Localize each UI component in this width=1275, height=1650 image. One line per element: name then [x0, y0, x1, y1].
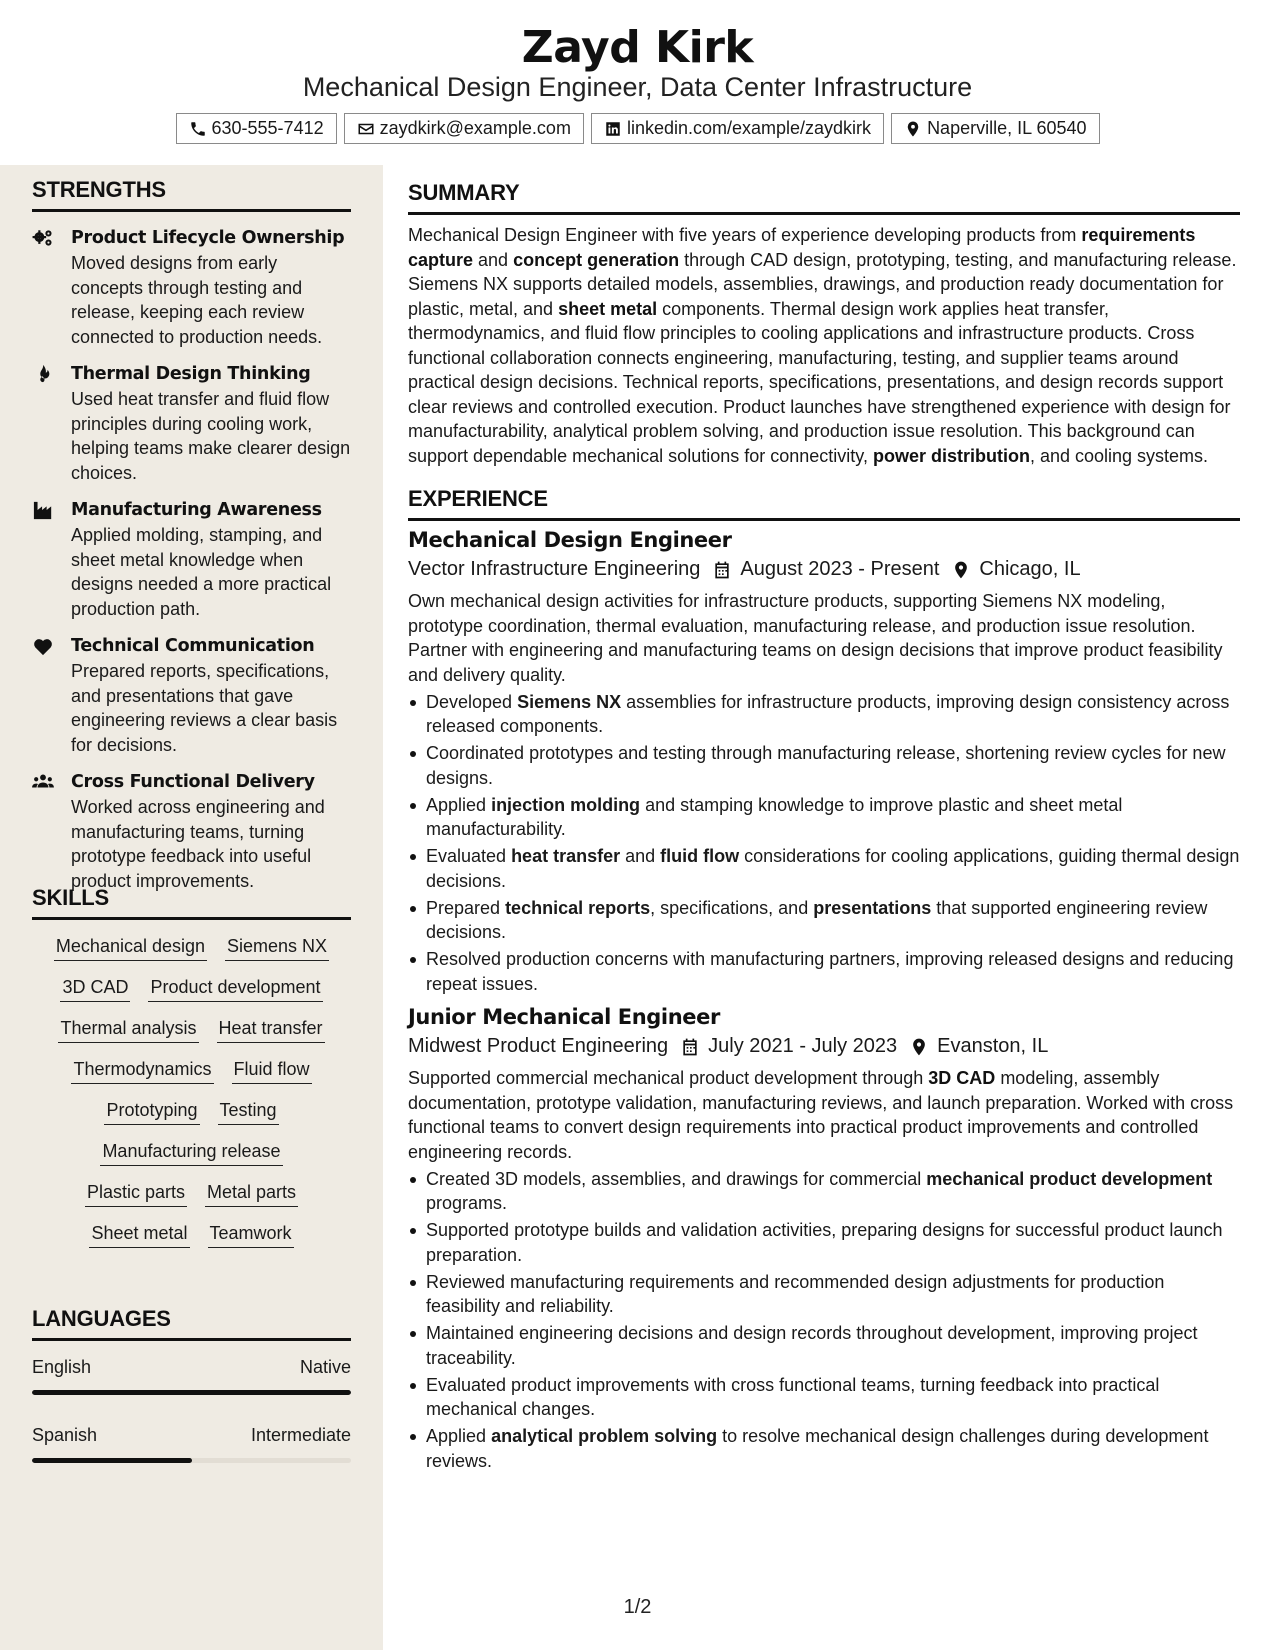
contact-email-text: zaydkirk@example.com — [379, 118, 571, 138]
calendar-icon — [680, 1037, 700, 1057]
job-company: Midwest Product Engineering — [408, 1035, 669, 1057]
job-dates: July 2021 - July 2023 — [708, 1035, 898, 1057]
summary-text: Mechanical Design Engineer with five years of experience developing products from requirements capture and concept generation through CAD design, prototyping, testing, and manufacturing release. Siemens NX supports detailed models, assemblies, drawings, and production ready documentation for plastic, metal, and sheet metal components. Thermal design work applies heat transfer, thermodynamics, and fluid flow principles to cooling applications and infrastructure products. Cross functional collaboration connects engineering, manufacturing, testing, and supplier teams around practical design decisions. Technical reports, specifications, presentations, and design records support clear reviews and controlled execution. Product launches have strengthened experience with design for manufacturability, analytical problem solving, and production issue resolution. This background can support dependable mechanical solutions for connectivity, power distribution, and cooling systems. — [408, 225, 1237, 466]
job-bullet: Evaluated product improvements with cross functional teams, turning feedback into practical mechanical changes. — [408, 1373, 1240, 1422]
job-bullet: Coordinated prototypes and testing through manufacturing release, shortening review cycles for new designs. — [408, 741, 1240, 790]
skills-heading: SKILLS — [32, 885, 351, 920]
strength-desc: Used heat transfer and fluid flow principles during cooling work, helping teams make clearer design choices. — [71, 389, 351, 483]
language-name: English — [32, 1357, 92, 1377]
job-description: Supported commercial mechanical product development through 3D CAD modeling, assembly documentation, prototype validation, manufacturing reviews, and launch preparation. Worked with cross functional teams to convert design requirements into practical product improvements and controlled engineering records. — [408, 1068, 1234, 1162]
job-bullet: Supported prototype builds and validation activities, preparing designs for successful product launch preparation. — [408, 1218, 1240, 1267]
skill-tag: Prototyping — [104, 1098, 199, 1125]
strength-desc: Prepared reports, specifications, and presentations that gave engineering reviews a clear basis for decisions. — [71, 661, 338, 755]
job-bullets — [408, 690, 1240, 997]
contact-bar — [0, 113, 1275, 144]
skills-section — [32, 885, 351, 1248]
job-dates: August 2023 - Present — [740, 558, 940, 580]
map-pin-icon — [909, 1037, 929, 1057]
skill-tag: Plastic parts — [85, 1180, 187, 1207]
phone-icon — [189, 120, 207, 138]
skill-tag: Thermal analysis — [58, 1016, 198, 1043]
map-pin-icon — [904, 120, 922, 138]
job-location: Evanston, IL — [937, 1035, 1049, 1057]
skill-tag: Thermodynamics — [71, 1057, 213, 1084]
skill-tag: Metal parts — [205, 1180, 298, 1207]
strengths-section — [32, 177, 351, 893]
strength-title: Manufacturing Awareness — [71, 500, 322, 520]
skill-tag: Manufacturing release — [100, 1139, 282, 1166]
languages-section — [32, 1306, 351, 1463]
strength-title: Product Lifecycle Ownership — [71, 228, 345, 248]
gears-icon — [32, 228, 54, 248]
skill-tag: Product development — [148, 975, 322, 1002]
calendar-icon — [712, 560, 732, 580]
skill-tag: Testing — [218, 1098, 279, 1125]
skill-tag: Sheet metal — [89, 1221, 189, 1248]
skill-tag: Heat transfer — [217, 1016, 325, 1043]
strength-item — [32, 497, 351, 621]
map-pin-icon — [951, 560, 971, 580]
job-bullet: Reviewed manufacturing requirements and recommended design adjustments for production feasibility and reliability. — [408, 1270, 1240, 1319]
candidate-headline: Mechanical Design Engineer, Data Center Infrastructure — [302, 72, 973, 102]
job-location: Chicago, IL — [979, 558, 1081, 580]
language-proficiency-bar — [32, 1458, 351, 1463]
linkedin-icon — [604, 120, 622, 138]
contact-linkedin-text: linkedin.com/example/zaydkirk — [626, 118, 872, 138]
job-entry — [408, 528, 1240, 996]
job-title: Mechanical Design Engineer — [408, 528, 732, 552]
job-bullet: Resolved production concerns with manufacturing partners, improving released designs and reducing repeat issues. — [408, 947, 1240, 996]
job-bullet: Applied analytical problem solving to resolve mechanical design challenges during development reviews. — [408, 1424, 1240, 1473]
main-content — [408, 180, 1240, 1473]
strength-title: Cross Functional Delivery — [71, 772, 315, 792]
experience-heading: EXPERIENCE — [408, 486, 1240, 521]
skills-list — [32, 934, 351, 1248]
job-title: Junior Mechanical Engineer — [408, 1005, 720, 1029]
language-item — [32, 1425, 351, 1463]
job-bullet: Created 3D models, assemblies, and drawings for commercial mechanical product development programs. — [408, 1167, 1240, 1216]
strength-item — [32, 225, 351, 349]
contact-phone[interactable] — [176, 113, 337, 144]
skill-tag: Fluid flow — [232, 1057, 312, 1084]
job-meta — [408, 558, 1240, 581]
skill-tag: Siemens NX — [225, 934, 329, 961]
job-bullet: Maintained engineering decisions and design records throughout development, improving project traceability. — [408, 1321, 1240, 1370]
strength-item — [32, 769, 351, 893]
language-proficiency-fill — [32, 1390, 351, 1395]
strength-desc: Moved designs from early concepts through testing and release, keeping each review connected to production needs. — [71, 253, 323, 347]
skill-tag: Teamwork — [208, 1221, 294, 1248]
resume-header — [0, 0, 1275, 165]
strength-title: Technical Communication — [71, 636, 315, 656]
language-proficiency-bar — [32, 1390, 351, 1395]
summary-heading: SUMMARY — [408, 180, 1240, 215]
job-entry — [408, 1005, 1240, 1473]
sidebar — [0, 165, 383, 1650]
contact-email[interactable] — [344, 113, 584, 144]
strength-item — [32, 633, 351, 757]
industry-icon — [32, 500, 54, 520]
envelope-icon — [357, 120, 375, 138]
users-icon — [32, 772, 54, 792]
job-bullet: Developed Siemens NX assemblies for infrastructure products, improving design consistency across released components. — [408, 690, 1240, 739]
job-meta — [408, 1035, 1240, 1058]
contact-location-text: Naperville, IL 60540 — [927, 118, 1087, 138]
skill-tag: Mechanical design — [54, 934, 207, 961]
candidate-name: Zayd Kirk — [521, 22, 754, 73]
strength-desc: Worked across engineering and manufacturing teams, turning prototype feedback into useful product improvements. — [71, 797, 325, 891]
language-proficiency-fill — [32, 1458, 192, 1463]
job-company: Vector Infrastructure Engineering — [408, 558, 701, 580]
contact-linkedin[interactable] — [591, 113, 884, 144]
job-bullets — [408, 1167, 1240, 1474]
language-level: Intermediate — [250, 1425, 351, 1445]
strength-item — [32, 361, 351, 485]
strength-title: Thermal Design Thinking — [71, 364, 311, 384]
language-item — [32, 1357, 351, 1395]
contact-phone-text: 630-555-7412 — [211, 118, 324, 138]
language-level: Native — [299, 1357, 351, 1377]
page-number: 1/2 — [623, 1596, 652, 1618]
job-bullet: Applied injection molding and stamping knowledge to improve plastic and sheet metal manufacturability. — [408, 793, 1240, 842]
job-bullet: Evaluated heat transfer and fluid flow considerations for cooling applications, guiding thermal design decisions. — [408, 844, 1240, 893]
language-name: Spanish — [32, 1425, 98, 1445]
job-description: Own mechanical design activities for infrastructure products, supporting Siemens NX modeling, prototype coordination, thermal evaluation, manufacturing release, and production issue resolution. Partner with engineering and manufacturing teams on design decisions that improve product feasibility and delivery quality. — [408, 591, 1223, 685]
strength-desc: Applied molding, stamping, and sheet metal knowledge when designs needed a more practical production path. — [71, 525, 332, 619]
languages-heading: LANGUAGES — [32, 1306, 351, 1341]
heart-icon — [32, 636, 54, 656]
contact-location[interactable] — [891, 113, 1099, 144]
job-bullet: Prepared technical reports, specifications, and presentations that supported engineering review decisions. — [408, 896, 1240, 945]
flame-icon — [32, 364, 54, 384]
skill-tag: 3D CAD — [60, 975, 130, 1002]
strengths-heading: STRENGTHS — [32, 177, 351, 212]
